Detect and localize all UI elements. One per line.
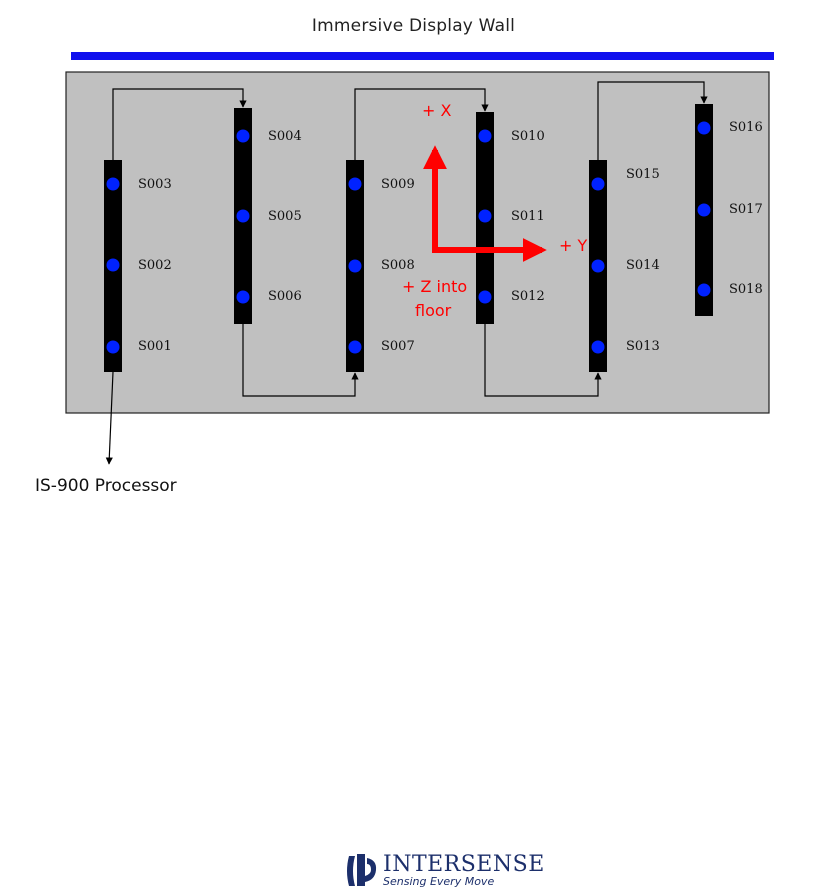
sensor-label: S004: [268, 129, 302, 144]
sensor-dot: [349, 341, 362, 354]
sensor-dot: [479, 210, 492, 223]
sensor-label: S009: [381, 177, 415, 192]
page-title: Immersive Display Wall: [311, 16, 516, 36]
sensor-label: S003: [138, 177, 172, 192]
intersense-logo-mark: [343, 852, 381, 890]
sensor-dot: [592, 260, 605, 273]
sensor-dot: [237, 291, 250, 304]
logo-tagline: Sensing Every Move: [383, 875, 495, 888]
sensor-dot: [349, 260, 362, 273]
sensor-dot: [479, 130, 492, 143]
sensor-label: S005: [268, 209, 302, 224]
sensor-dot: [349, 178, 362, 191]
sensor-dot: [107, 259, 120, 272]
sensor-label: S016: [729, 120, 763, 135]
sensor-label: S015: [626, 167, 660, 182]
sensor-label: S006: [268, 289, 302, 304]
sensor-label: S007: [381, 339, 415, 354]
sensor-label: S017: [729, 202, 763, 217]
sensor-label: S008: [381, 258, 415, 273]
sensor-dot: [592, 178, 605, 191]
sensor-label: S013: [626, 339, 660, 354]
y-axis-label: + Y: [559, 236, 588, 255]
logo-name: INTERSENSE: [383, 852, 545, 877]
z-axis-label-line1: + Z into: [402, 277, 468, 296]
sensor-label: S014: [626, 258, 660, 273]
display-wall-panel: [66, 72, 769, 413]
processor-label: IS-900 Processor: [35, 476, 177, 496]
sensor-label: S018: [729, 282, 763, 297]
sensor-label: S012: [511, 289, 545, 304]
sensor-label: S010: [511, 129, 545, 144]
x-axis-label: + X: [422, 101, 452, 120]
z-axis-label-line2: floor: [415, 301, 452, 320]
sensor-dot: [237, 130, 250, 143]
sensor-dot: [698, 284, 711, 297]
sensor-dot: [698, 122, 711, 135]
intersense-logo: [343, 852, 543, 892]
sensor-dot: [698, 204, 711, 217]
sensor-dot: [107, 178, 120, 191]
sensor-dot: [107, 341, 120, 354]
sensor-dot: [592, 341, 605, 354]
sensor-label: S001: [138, 339, 172, 354]
sensor-label: S011: [511, 209, 545, 224]
sensor-dot: [237, 210, 250, 223]
sensor-dot: [479, 291, 492, 304]
sensor-label: S002: [138, 258, 172, 273]
